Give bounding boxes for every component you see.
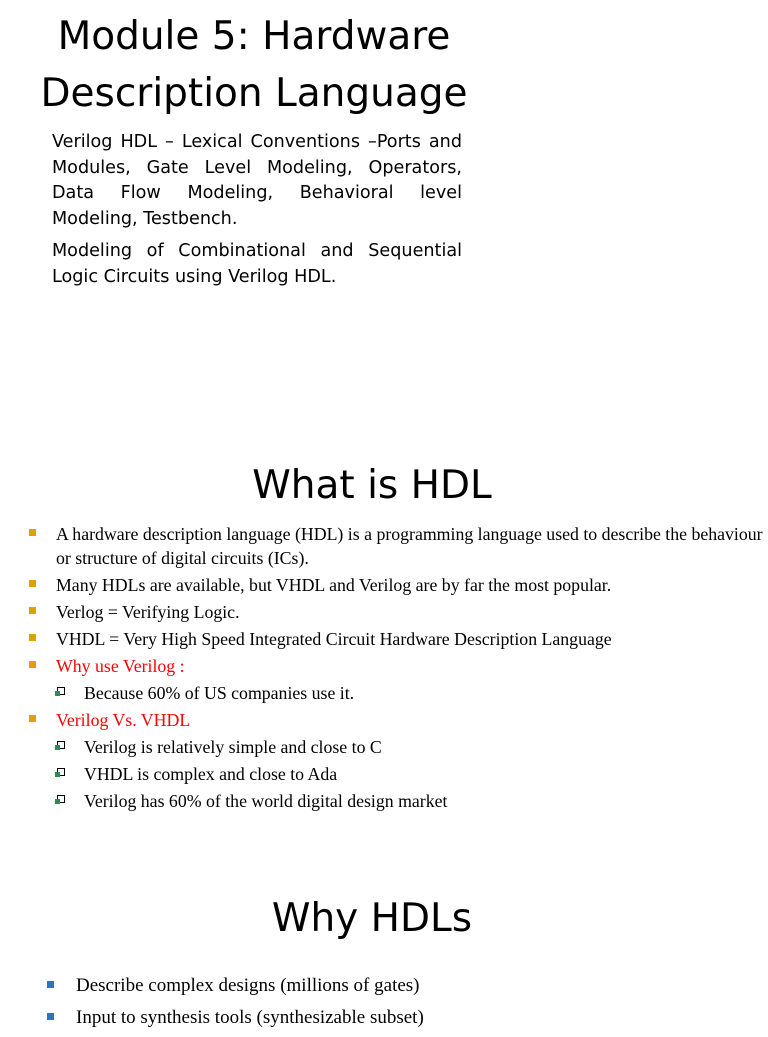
square-bullet-icon — [47, 1013, 54, 1020]
checkbox-bullet-icon — [57, 768, 65, 776]
list-item-text: Describe complex designs (millions of gates) — [76, 975, 420, 996]
title-line-2: Description Language — [40, 71, 468, 116]
list-item-text-highlight: Why use Verilog : — [56, 656, 185, 676]
bullet-list — [0, 973, 768, 1037]
square-bullet-icon — [29, 529, 36, 536]
sub-list-item — [0, 735, 768, 759]
square-bullet-icon — [29, 607, 36, 614]
checkbox-bullet-icon — [57, 741, 65, 749]
list-item — [0, 522, 768, 570]
list-item-text: Input to synthesis tools (synthesizable subset) — [76, 1007, 424, 1028]
sub-list-item — [0, 762, 768, 786]
list-item-text: Many HDLs are available, but VHDL and Verilog are by far the most popular. — [56, 575, 612, 595]
list-item — [0, 573, 768, 597]
list-item — [0, 654, 768, 678]
list-item-text: A hardware description language (HDL) is a programming language used to describe the behaviour or structure of digital circuits (ICs). — [56, 524, 763, 568]
list-item-text: VHDL is complex and close to Ada — [84, 764, 338, 784]
list-item-text-highlight: Verilog Vs. VHDL — [56, 710, 191, 730]
list-item — [0, 708, 768, 732]
list-item-text: VHDL = Very High Speed Integrated Circuit Hardware Description Language — [56, 629, 612, 649]
square-bullet-icon — [29, 715, 36, 722]
square-bullet-icon — [29, 661, 36, 668]
slide-title: Why HDLs — [271, 896, 473, 941]
checkbox-bullet-icon — [57, 795, 65, 803]
slide-title: What is HDL — [252, 463, 492, 508]
sub-list-item — [0, 681, 768, 705]
list-item-text: Verilog is relatively simple and close to C — [84, 737, 382, 757]
slide-module-overview — [0, 0, 768, 330]
slide-what-is-hdl — [0, 450, 768, 850]
checkbox-bullet-icon — [57, 687, 65, 695]
sub-list-item — [0, 789, 768, 813]
bullet-list — [0, 522, 768, 816]
slide-why-hdls — [0, 880, 768, 1028]
square-bullet-icon — [29, 634, 36, 641]
syllabus-paragraph-1: Verilog HDL – Lexical Conventions –Ports and Modules, Gate Level Modeling, Operators, Data Flow Modeling, Behavioral level Modeling, Testbench. — [52, 132, 462, 229]
syllabus-paragraph-2: Modeling of Combinational and Sequential Logic Circuits using Verilog HDL. — [52, 241, 462, 287]
list-item-text: Because 60% of US companies use it. — [84, 683, 355, 703]
slide-title — [30, 8, 478, 122]
title-line-1: Module 5: Hardware — [57, 14, 451, 59]
square-bullet-icon — [47, 981, 54, 988]
list-item — [0, 600, 768, 624]
list-item — [0, 1005, 768, 1031]
square-bullet-icon — [29, 580, 36, 587]
list-item-text: Verlog = Verifying Logic. — [56, 602, 240, 622]
list-item — [0, 627, 768, 651]
list-item — [0, 973, 768, 999]
list-item-text: Verilog has 60% of the world digital design market — [84, 791, 448, 811]
